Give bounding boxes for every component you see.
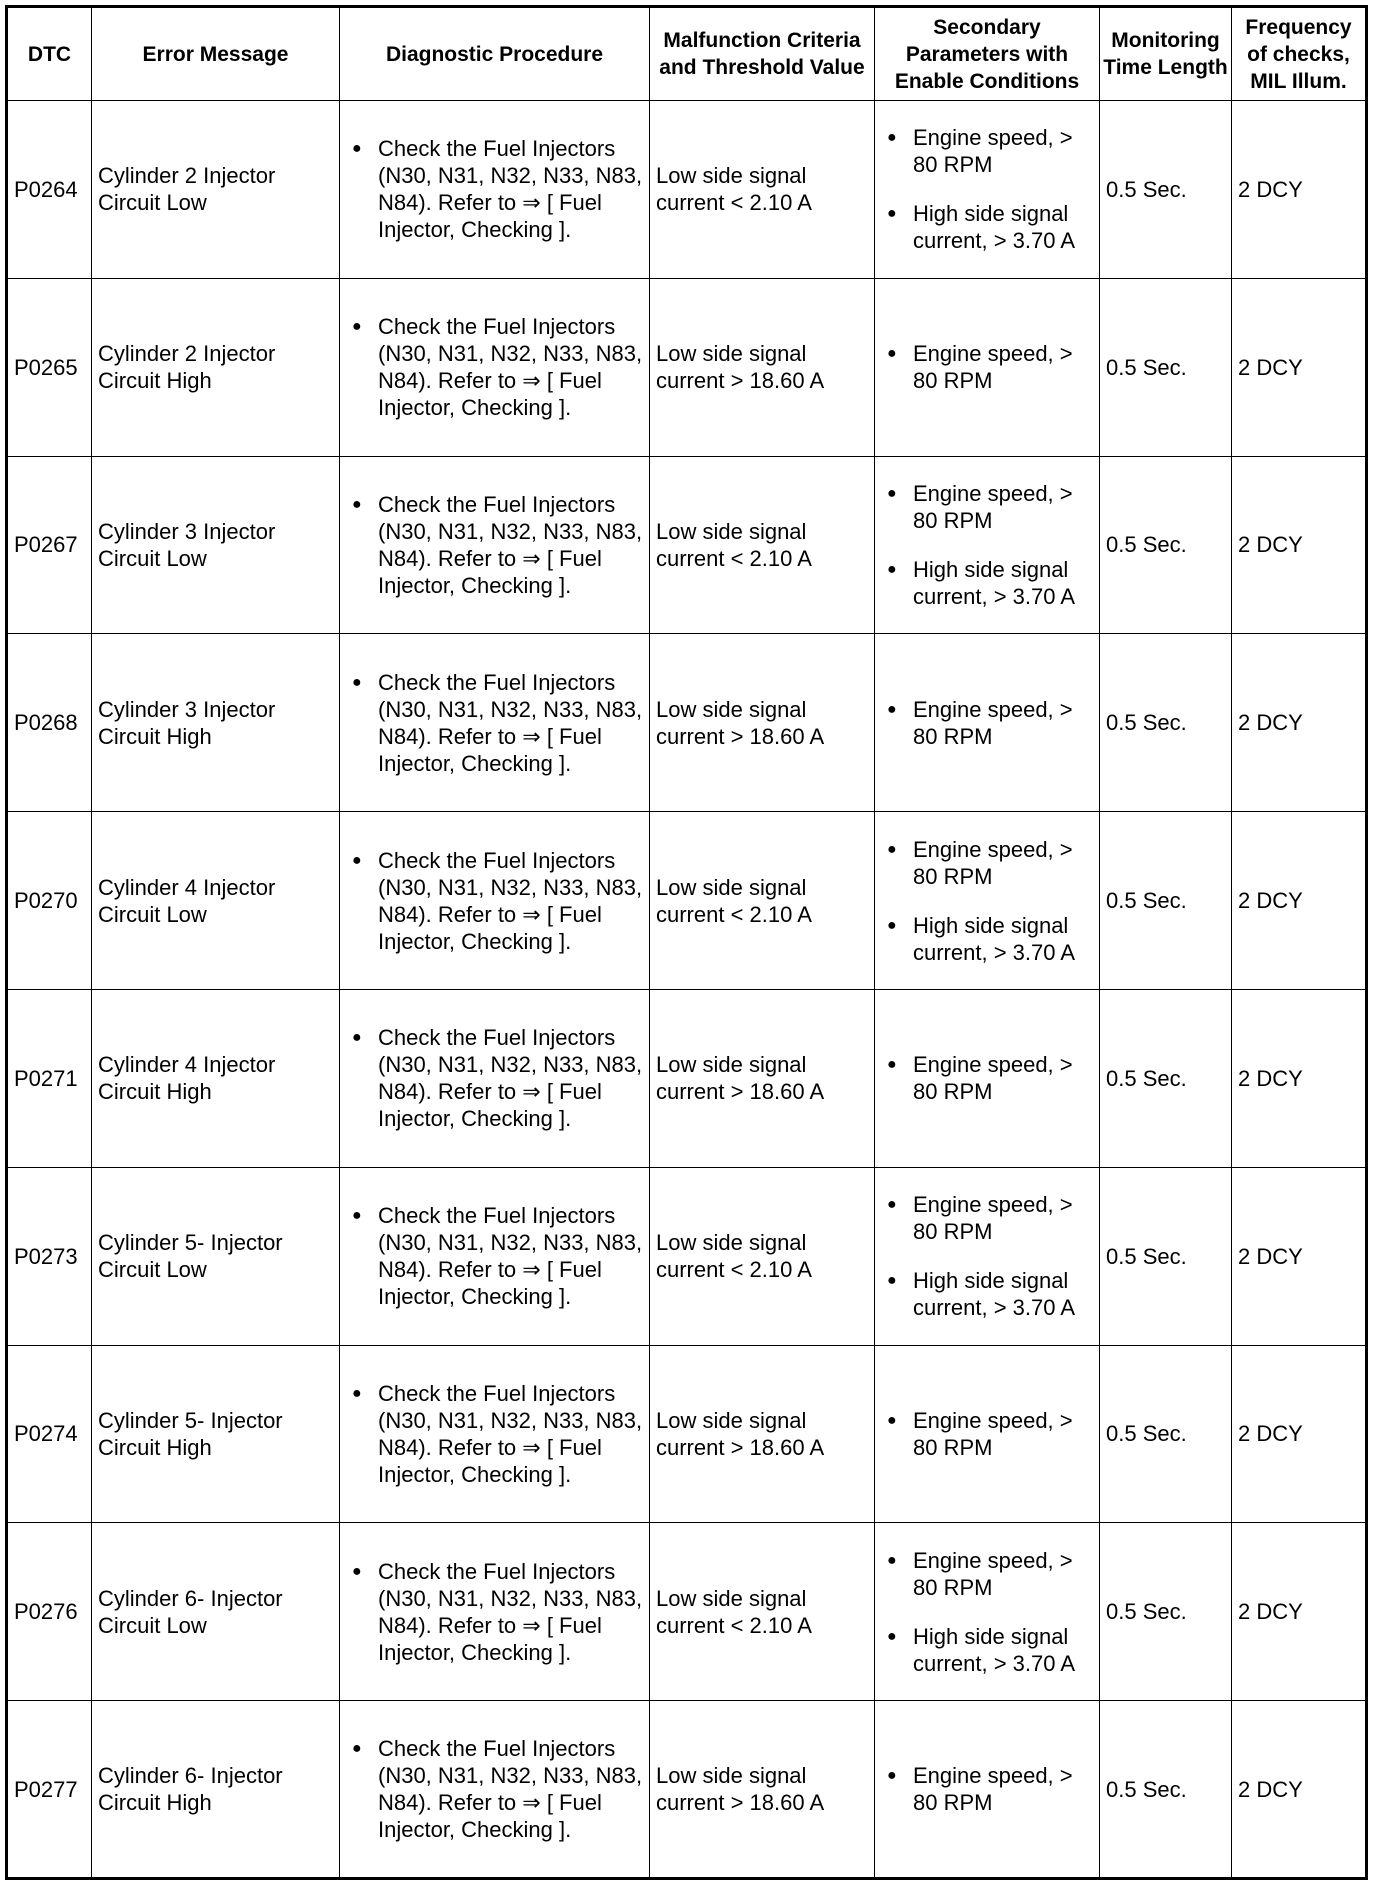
frequency: 2 DCY — [1232, 1523, 1367, 1701]
table-row — [7, 456, 1367, 634]
secondary-bullet: ● Engine speed, > 80 RPM — [881, 836, 1093, 890]
error-message: Cylinder 6- Injector Circuit High — [92, 1701, 340, 1879]
error-message: Cylinder 3 Injector Circuit Low — [92, 456, 340, 634]
secondary-bullet: ● High side signal current, > 3.70 A — [881, 556, 1093, 610]
dtc-code: P0271 — [7, 989, 92, 1167]
table-row — [7, 1523, 1367, 1701]
secondary-bullet: ● Engine speed, > 80 RPM — [881, 1051, 1093, 1105]
malfunction-criteria: Low side signal current < 2.10 A — [650, 101, 875, 279]
error-message: Cylinder 5- Injector Circuit High — [92, 1345, 340, 1523]
monitoring-time: 0.5 Sec. — [1100, 1167, 1232, 1345]
malfunction-criteria: Low side signal current > 18.60 A — [650, 1345, 875, 1523]
secondary-parameters — [875, 1701, 1100, 1879]
table-row — [7, 812, 1367, 990]
procedure-bullet: ● Check the Fuel Injectors (N30, N31, N32, N33, N83, N84). Refer to ⇒ [ Fuel Injector, Checking ]. — [346, 1558, 643, 1666]
monitoring-time: 0.5 Sec. — [1100, 1345, 1232, 1523]
dtc-table — [5, 5, 1368, 1880]
header-error-message: Error Message — [92, 7, 340, 101]
error-message: Cylinder 3 Injector Circuit High — [92, 634, 340, 812]
malfunction-criteria: Low side signal current < 2.10 A — [650, 1523, 875, 1701]
procedure-bullet: ● Check the Fuel Injectors (N30, N31, N32, N33, N83, N84). Refer to ⇒ [ Fuel Injector, Checking ]. — [346, 1380, 643, 1488]
frequency: 2 DCY — [1232, 812, 1367, 990]
table-row — [7, 1345, 1367, 1523]
error-message: Cylinder 5- Injector Circuit Low — [92, 1167, 340, 1345]
secondary-parameters — [875, 812, 1100, 990]
dtc-code: P0277 — [7, 1701, 92, 1879]
malfunction-criteria: Low side signal current > 18.60 A — [650, 1701, 875, 1879]
secondary-parameters — [875, 278, 1100, 456]
error-message: Cylinder 4 Injector Circuit Low — [92, 812, 340, 990]
diagnostic-procedure — [340, 989, 650, 1167]
header-secondary-parameters: Secondary Parameters with Enable Conditions — [875, 7, 1100, 101]
table-header-row — [7, 7, 1367, 101]
secondary-bullet: ● High side signal current, > 3.70 A — [881, 912, 1093, 966]
secondary-bullet: ● High side signal current, > 3.70 A — [881, 1623, 1093, 1677]
frequency: 2 DCY — [1232, 456, 1367, 634]
diagnostic-procedure — [340, 1523, 650, 1701]
monitoring-time: 0.5 Sec. — [1100, 1523, 1232, 1701]
secondary-parameters — [875, 456, 1100, 634]
monitoring-time: 0.5 Sec. — [1100, 989, 1232, 1167]
diagnostic-procedure — [340, 634, 650, 812]
error-message: Cylinder 2 Injector Circuit Low — [92, 101, 340, 279]
frequency: 2 DCY — [1232, 1167, 1367, 1345]
malfunction-criteria: Low side signal current < 2.10 A — [650, 456, 875, 634]
malfunction-criteria: Low side signal current > 18.60 A — [650, 634, 875, 812]
secondary-parameters — [875, 1345, 1100, 1523]
procedure-bullet: ● Check the Fuel Injectors (N30, N31, N32, N33, N83, N84). Refer to ⇒ [ Fuel Injector, Checking ]. — [346, 1024, 643, 1132]
error-message: Cylinder 4 Injector Circuit High — [92, 989, 340, 1167]
secondary-bullet: ● High side signal current, > 3.70 A — [881, 200, 1093, 254]
diagnostic-procedure — [340, 278, 650, 456]
procedure-bullet: ● Check the Fuel Injectors (N30, N31, N32, N33, N83, N84). Refer to ⇒ [ Fuel Injector, Checking ]. — [346, 1735, 643, 1843]
dtc-code: P0274 — [7, 1345, 92, 1523]
secondary-bullet: ● Engine speed, > 80 RPM — [881, 696, 1093, 750]
table-row — [7, 1701, 1367, 1879]
secondary-parameters — [875, 989, 1100, 1167]
procedure-bullet: ● Check the Fuel Injectors (N30, N31, N32, N33, N83, N84). Refer to ⇒ [ Fuel Injector, Checking ]. — [346, 491, 643, 599]
frequency: 2 DCY — [1232, 634, 1367, 812]
dtc-code: P0273 — [7, 1167, 92, 1345]
error-message: Cylinder 6- Injector Circuit Low — [92, 1523, 340, 1701]
header-monitoring-time: Monitoring Time Length — [1100, 7, 1232, 101]
frequency: 2 DCY — [1232, 989, 1367, 1167]
monitoring-time: 0.5 Sec. — [1100, 1701, 1232, 1879]
procedure-bullet: ● Check the Fuel Injectors (N30, N31, N32, N33, N83, N84). Refer to ⇒ [ Fuel Injector, Checking ]. — [346, 1202, 643, 1310]
secondary-bullet: ● High side signal current, > 3.70 A — [881, 1267, 1093, 1321]
table-row — [7, 101, 1367, 279]
secondary-bullet: ● Engine speed, > 80 RPM — [881, 1547, 1093, 1601]
error-message: Cylinder 2 Injector Circuit High — [92, 278, 340, 456]
diagnostic-procedure — [340, 456, 650, 634]
table-row — [7, 278, 1367, 456]
table-row — [7, 989, 1367, 1167]
frequency: 2 DCY — [1232, 101, 1367, 279]
diagnostic-procedure — [340, 101, 650, 279]
monitoring-time: 0.5 Sec. — [1100, 456, 1232, 634]
header-frequency: Frequency of checks, MIL Illum. — [1232, 7, 1367, 101]
table-row — [7, 1167, 1367, 1345]
header-diagnostic-procedure: Diagnostic Procedure — [340, 7, 650, 101]
malfunction-criteria: Low side signal current > 18.60 A — [650, 989, 875, 1167]
frequency: 2 DCY — [1232, 278, 1367, 456]
procedure-bullet: ● Check the Fuel Injectors (N30, N31, N32, N33, N83, N84). Refer to ⇒ [ Fuel Injector, Checking ]. — [346, 313, 643, 421]
dtc-code: P0264 — [7, 101, 92, 279]
diagnostic-procedure — [340, 812, 650, 990]
malfunction-criteria: Low side signal current < 2.10 A — [650, 1167, 875, 1345]
malfunction-criteria: Low side signal current > 18.60 A — [650, 278, 875, 456]
monitoring-time: 0.5 Sec. — [1100, 278, 1232, 456]
document-page — [5, 5, 1365, 1877]
secondary-bullet: ● Engine speed, > 80 RPM — [881, 1762, 1093, 1816]
monitoring-time: 0.5 Sec. — [1100, 634, 1232, 812]
monitoring-time: 0.5 Sec. — [1100, 812, 1232, 990]
secondary-parameters — [875, 1167, 1100, 1345]
secondary-parameters — [875, 1523, 1100, 1701]
procedure-bullet: ● Check the Fuel Injectors (N30, N31, N32, N33, N83, N84). Refer to ⇒ [ Fuel Injector, Checking ]. — [346, 847, 643, 955]
diagnostic-procedure — [340, 1345, 650, 1523]
dtc-code: P0270 — [7, 812, 92, 990]
procedure-bullet: ● Check the Fuel Injectors (N30, N31, N32, N33, N83, N84). Refer to ⇒ [ Fuel Injector, Checking ]. — [346, 135, 643, 243]
diagnostic-procedure — [340, 1701, 650, 1879]
dtc-code: P0265 — [7, 278, 92, 456]
frequency: 2 DCY — [1232, 1345, 1367, 1523]
secondary-bullet: ● Engine speed, > 80 RPM — [881, 124, 1093, 178]
secondary-parameters — [875, 634, 1100, 812]
secondary-parameters — [875, 101, 1100, 279]
dtc-code: P0276 — [7, 1523, 92, 1701]
monitoring-time: 0.5 Sec. — [1100, 101, 1232, 279]
secondary-bullet: ● Engine speed, > 80 RPM — [881, 1407, 1093, 1461]
frequency: 2 DCY — [1232, 1701, 1367, 1879]
malfunction-criteria: Low side signal current < 2.10 A — [650, 812, 875, 990]
header-dtc: DTC — [7, 7, 92, 101]
header-malfunction-criteria: Malfunction Criteria and Threshold Value — [650, 7, 875, 101]
diagnostic-procedure — [340, 1167, 650, 1345]
secondary-bullet: ● Engine speed, > 80 RPM — [881, 1191, 1093, 1245]
dtc-code: P0267 — [7, 456, 92, 634]
secondary-bullet: ● Engine speed, > 80 RPM — [881, 480, 1093, 534]
secondary-bullet: ● Engine speed, > 80 RPM — [881, 340, 1093, 394]
procedure-bullet: ● Check the Fuel Injectors (N30, N31, N32, N33, N83, N84). Refer to ⇒ [ Fuel Injector, Checking ]. — [346, 669, 643, 777]
dtc-code: P0268 — [7, 634, 92, 812]
table-row — [7, 634, 1367, 812]
